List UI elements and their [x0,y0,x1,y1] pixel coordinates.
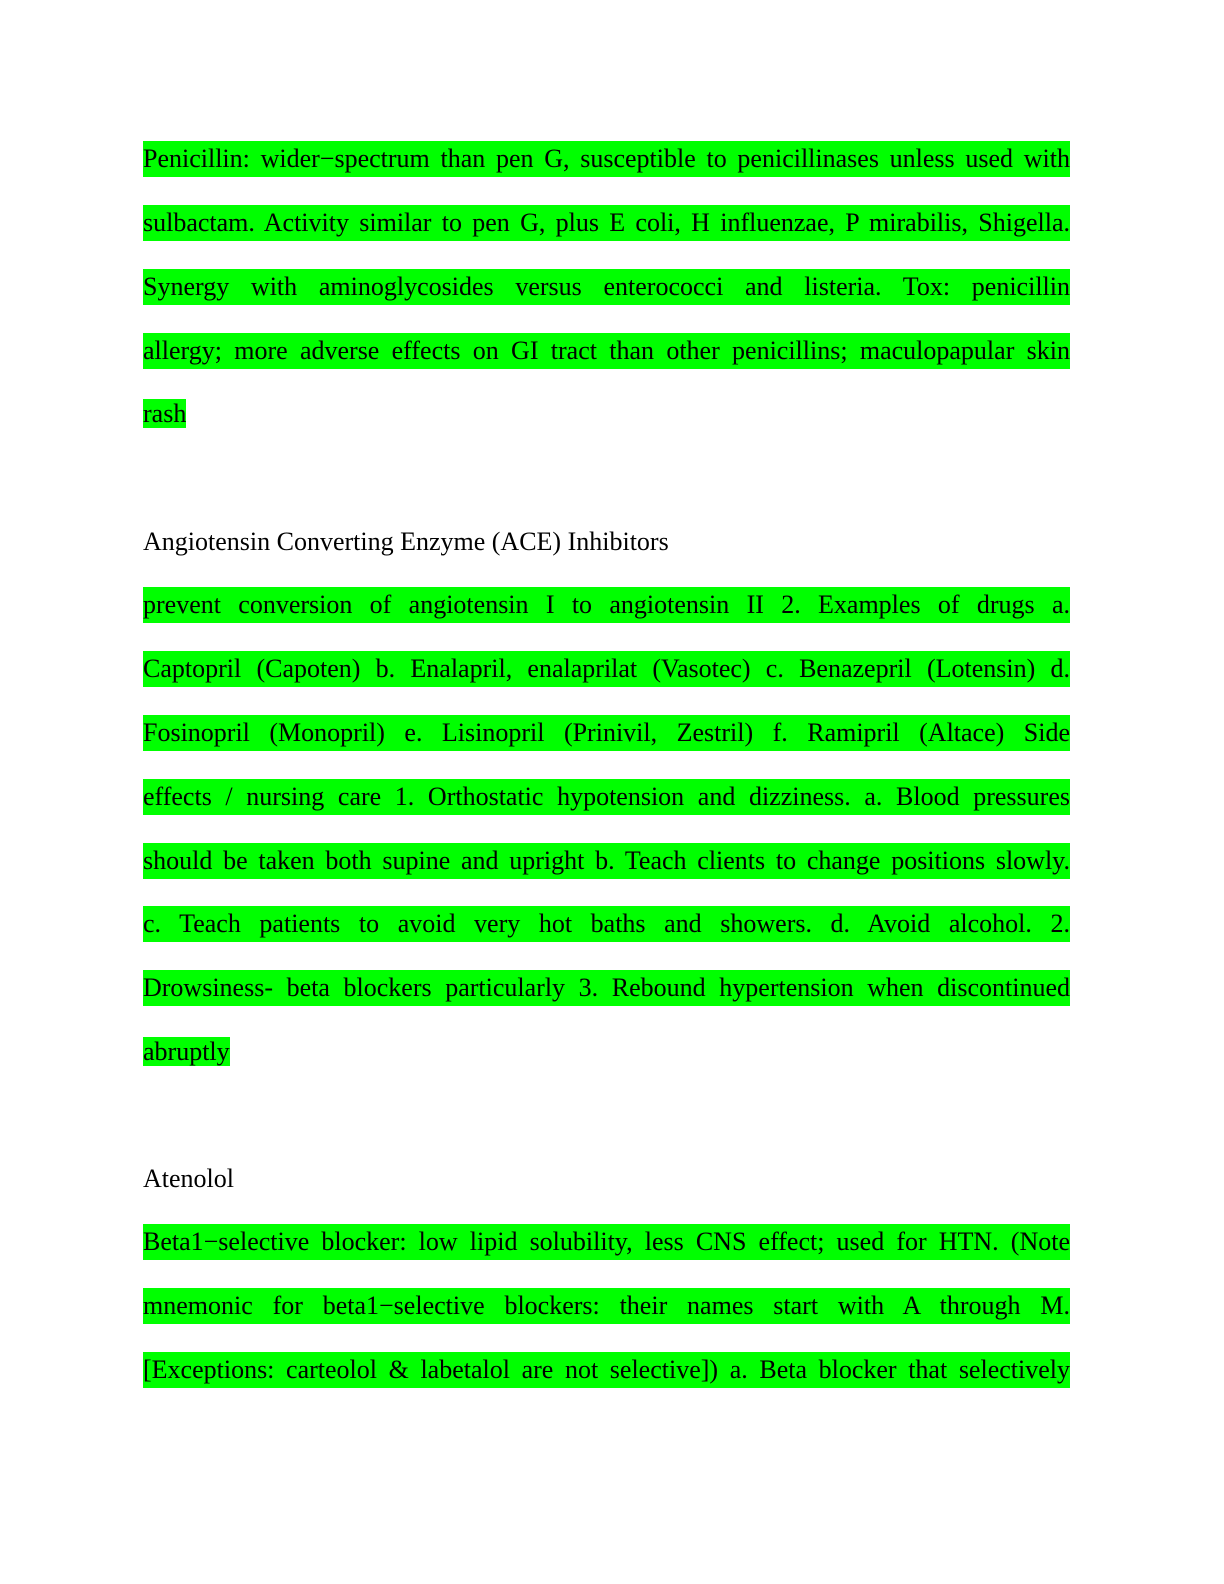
paragraph-line: allergy; more adverse effects on GI tract than other penicillins; maculopapular skin [143,333,1070,369]
paragraph-line: c. Teach patients to avoid very hot baths and showers. d. Avoid alcohol. 2. [143,906,1070,942]
paragraph-line: effects / nursing care 1. Orthostatic hypotension and dizziness. a. Blood pressures [143,779,1070,815]
paragraph-line: should be taken both supine and upright b. Teach clients to change positions slowly. [143,843,1070,879]
paragraph-line: Drowsiness- beta blockers particularly 3. Rebound hypertension when discontinued [143,970,1070,1006]
paragraph-line: Penicillin: wider−spectrum than pen G, susceptible to penicillinases unless used with [143,141,1070,177]
paragraph-line: Synergy with aminoglycosides versus enterococci and listeria. Tox: penicillin [143,269,1070,305]
paragraph-line: Captopril (Capoten) b. Enalapril, enalaprilat (Vasotec) c. Benazepril (Lotensin) d. [143,651,1070,687]
paragraph-line: mnemonic for beta1−selective blockers: their names start with A through M. [143,1288,1070,1324]
section-heading: Angiotensin Converting Enzyme (ACE) Inhibitors [143,527,669,556]
paragraph-line-wrapper [143,1034,230,1070]
paragraph-line-wrapper [143,396,186,432]
paragraph-line: Beta1−selective blocker: low lipid solubility, less CNS effect; used for HTN. (Note [143,1224,1070,1260]
paragraph-line: [Exceptions: carteolol & labetalol are not selective]) a. Beta blocker that selectively [143,1352,1070,1388]
paragraph-line: prevent conversion of angiotensin I to angiotensin II 2. Examples of drugs a. [143,587,1070,623]
paragraph-line: sulbactam. Activity similar to pen G, plus E coli, H influenzae, P mirabilis, Shigella. [143,205,1070,241]
paragraph-line: abruptly [143,1037,230,1066]
paragraph-line: rash [143,399,187,428]
paragraph-line: Fosinopril (Monopril) e. Lisinopril (Prinivil, Zestril) f. Ramipril (Altace) Side [143,715,1070,751]
section-heading: Atenolol [143,1164,234,1193]
